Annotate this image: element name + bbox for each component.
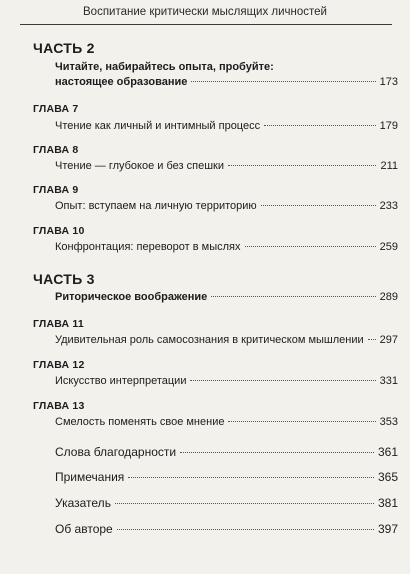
chapter-11-label: ГЛАВА 11 <box>33 318 84 330</box>
entry-page: 353 <box>379 416 398 428</box>
toc-entry-chapter-10[interactable] <box>55 241 398 257</box>
entry-page: 361 <box>377 445 398 459</box>
toc-entry-chapter-8[interactable] <box>55 160 398 176</box>
chapter-9-label: ГЛАВА 9 <box>33 184 79 196</box>
chapter-8-label: ГЛАВА 8 <box>33 144 79 156</box>
leader-dots <box>228 421 375 422</box>
toc-entry-about-author[interactable] <box>55 522 398 540</box>
entry-page: 331 <box>379 375 398 387</box>
entry-title: Об авторе <box>55 522 113 536</box>
toc-entry-part-3[interactable] <box>55 291 398 307</box>
toc-entry-chapter-11[interactable] <box>55 334 398 350</box>
chapter-10-label: ГЛАВА 10 <box>33 225 85 237</box>
entry-page: 365 <box>377 470 398 484</box>
entry-page: 297 <box>379 334 398 346</box>
toc-entry-index[interactable] <box>55 496 398 514</box>
leader-dots <box>180 452 374 453</box>
entry-title: настоящее образование <box>55 76 188 88</box>
leader-dots <box>261 205 376 206</box>
entry-page: 397 <box>377 522 398 536</box>
leader-dots <box>264 125 376 126</box>
leader-dots <box>191 81 375 82</box>
entry-page: 233 <box>379 200 398 212</box>
part-2-label: ЧАСТЬ 2 <box>33 40 95 56</box>
leader-dots <box>128 477 374 478</box>
toc-entry-part-2[interactable] <box>55 76 398 92</box>
chapter-7-label: ГЛАВА 7 <box>33 103 79 115</box>
entry-title: Риторическое воображение <box>55 291 208 303</box>
entry-title: Искусство интерпретации <box>55 375 187 387</box>
running-head: Воспитание критически мыслящих личностей <box>83 6 327 18</box>
leader-dots <box>245 246 376 247</box>
toc-entry-notes[interactable] <box>55 470 398 488</box>
leader-dots <box>368 339 376 340</box>
header-rule <box>20 24 392 25</box>
chapter-13-label: ГЛАВА 13 <box>33 400 85 412</box>
entry-page: 381 <box>377 496 398 510</box>
entry-title: Смелость поменять свое мнение <box>55 416 225 428</box>
entry-page: 289 <box>379 291 398 303</box>
entry-page: 211 <box>380 160 398 172</box>
entry-page: 259 <box>379 241 398 253</box>
leader-dots <box>211 296 375 297</box>
entry-title: Удивительная роль самосознания в критическом мышлении <box>55 334 364 346</box>
part-3-label: ЧАСТЬ 3 <box>33 271 95 287</box>
entry-title: Слова благодарности <box>55 445 177 459</box>
entry-title: Указатель <box>55 496 111 510</box>
part-2-title-line1: Читайте, набирайтесь опыта, пробуйте: <box>55 61 274 73</box>
leader-dots <box>228 165 376 166</box>
entry-title: Чтение — глубокое и без спешки <box>55 160 224 172</box>
toc-entry-chapter-7[interactable] <box>55 120 398 136</box>
entry-title: Конфронтация: переворот в мыслях <box>55 241 241 253</box>
entry-title: Опыт: вступаем на личную территорию <box>55 200 257 212</box>
toc-entry-acknowledgements[interactable] <box>55 445 398 463</box>
toc-entry-chapter-9[interactable] <box>55 200 398 216</box>
entry-page: 179 <box>379 120 398 132</box>
entry-title: Примечания <box>55 470 125 484</box>
leader-dots <box>117 529 374 530</box>
entry-page: 173 <box>379 76 398 88</box>
leader-dots <box>115 503 374 504</box>
leader-dots <box>190 380 375 381</box>
chapter-12-label: ГЛАВА 12 <box>33 359 85 371</box>
entry-title: Чтение как личный и интимный процесс <box>55 120 261 132</box>
toc-entry-chapter-13[interactable] <box>55 416 398 432</box>
toc-entry-chapter-12[interactable] <box>55 375 398 391</box>
